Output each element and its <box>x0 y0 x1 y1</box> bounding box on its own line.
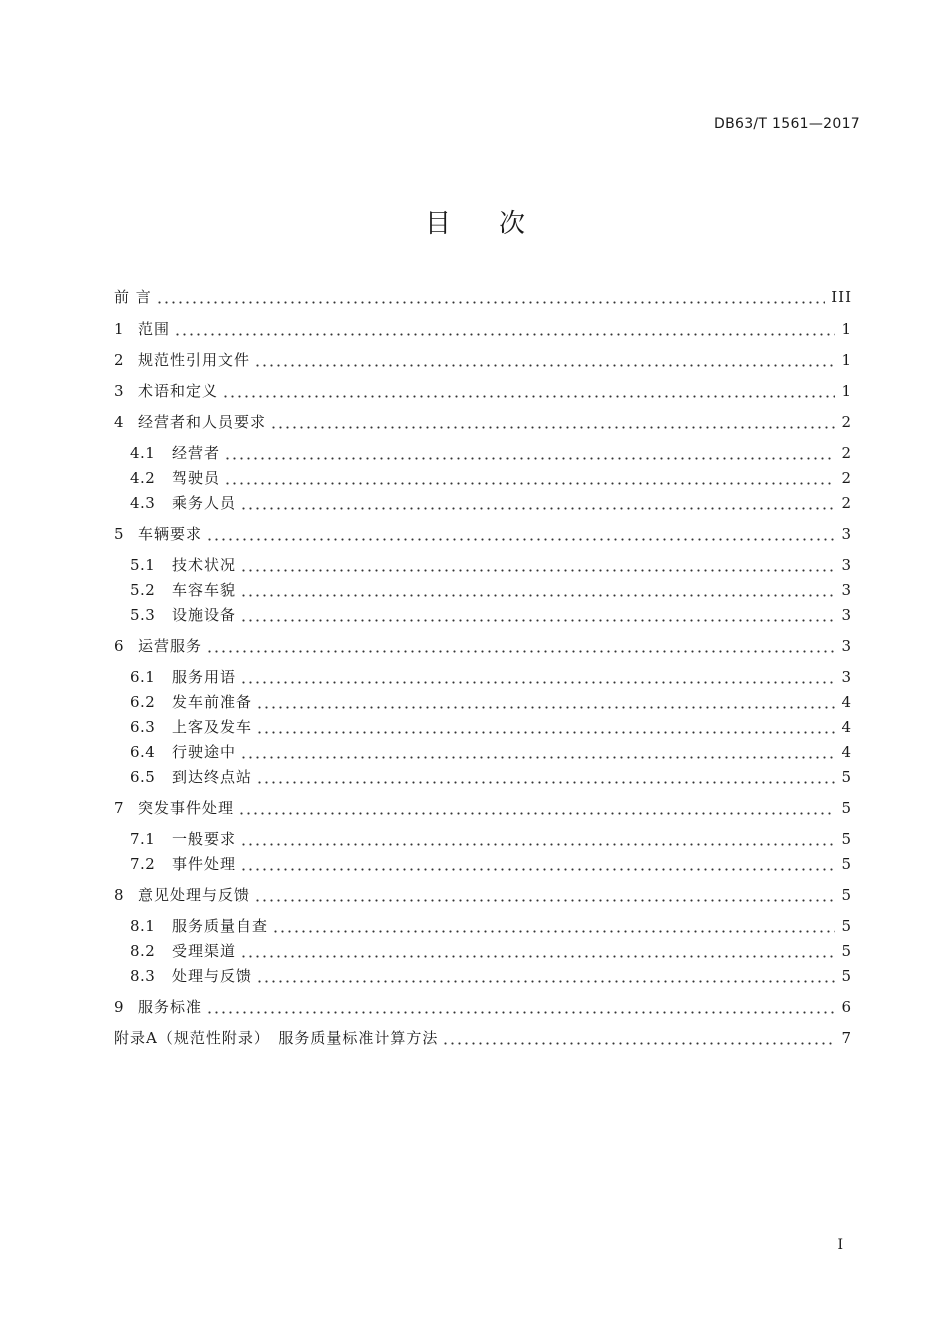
toc-entry-page: 6 <box>841 998 852 1016</box>
dot-leader <box>240 554 835 576</box>
toc-entry-page: 5 <box>841 886 852 904</box>
toc-entry[interactable] <box>130 554 852 576</box>
dot-leader <box>254 884 835 906</box>
toc-entry[interactable] <box>130 965 852 987</box>
toc-entry-page: 5 <box>841 799 852 817</box>
toc-entry[interactable] <box>130 915 852 937</box>
toc-entry-title: 意见处理与反馈 <box>138 886 251 904</box>
dot-leader <box>442 1027 835 1049</box>
toc-entry-page: 5 <box>841 917 852 935</box>
toc-entry-title: 突发事件处理 <box>138 799 235 817</box>
toc-entry[interactable] <box>130 666 852 688</box>
dot-leader <box>240 666 835 688</box>
dot-leader <box>240 853 835 875</box>
toc-entry[interactable] <box>114 349 852 371</box>
dot-leader <box>240 492 835 514</box>
toc-entry[interactable] <box>114 380 852 402</box>
toc-entry-title: 到达终点站 <box>172 768 253 786</box>
toc-entry-page: 5 <box>841 967 852 985</box>
toc-entry-title: 车辆要求 <box>138 525 203 543</box>
toc-entry-number: 5 <box>114 525 125 543</box>
dot-leader <box>240 604 835 626</box>
toc-entry[interactable] <box>114 523 852 545</box>
toc-entry-page: 5 <box>841 768 852 786</box>
dot-leader <box>272 915 835 937</box>
toc-entry-title: 发车前准备 <box>172 693 253 711</box>
toc-entry[interactable] <box>114 411 852 433</box>
toc-entry-page: 3 <box>841 637 852 655</box>
toc-entry-number: 8.3 <box>130 967 156 985</box>
toc-entry-title: 前 言 <box>114 288 152 306</box>
toc-entry-title: 行驶途中 <box>172 743 237 761</box>
dot-leader <box>270 411 835 433</box>
toc-entry-title: 技术状况 <box>172 556 237 574</box>
toc-entry-page: 1 <box>841 382 852 400</box>
dot-leader <box>256 691 835 713</box>
toc-entry-number: 7.1 <box>130 830 156 848</box>
toc-entry[interactable] <box>130 691 852 713</box>
toc-entry[interactable] <box>130 766 852 788</box>
toc-entry[interactable] <box>114 884 852 906</box>
toc-entry-title: 处理与反馈 <box>172 967 253 985</box>
toc-entry-title: 受理渠道 <box>172 942 237 960</box>
toc-entry-title: 术语和定义 <box>138 382 219 400</box>
toc-entry-number: 6.3 <box>130 718 156 736</box>
toc-entry-page: 4 <box>841 718 852 736</box>
toc-entry[interactable] <box>130 442 852 464</box>
toc-entry[interactable] <box>130 940 852 962</box>
dot-leader <box>174 318 835 340</box>
toc-entry-number: 3 <box>114 382 125 400</box>
toc-entry-page: 3 <box>841 525 852 543</box>
toc-entry[interactable] <box>114 996 852 1018</box>
toc-entry[interactable] <box>130 741 852 763</box>
toc-entry-number: 4.3 <box>130 494 156 512</box>
dot-leader <box>254 349 835 371</box>
toc-entry-page: 2 <box>841 444 852 462</box>
toc-entry-title: 一般要求 <box>172 830 237 848</box>
toc-entry-number: 8 <box>114 886 125 904</box>
toc-entry-number: 5.3 <box>130 606 156 624</box>
toc-entry-page: III <box>831 288 852 306</box>
toc-entry[interactable] <box>130 716 852 738</box>
page-title: 目次 <box>424 209 573 239</box>
toc-entry[interactable] <box>114 1027 852 1049</box>
dot-leader <box>224 467 835 489</box>
toc-entry-title: 范围 <box>138 320 171 338</box>
toc-entry-number: 7 <box>114 799 125 817</box>
toc-entry[interactable] <box>130 853 852 875</box>
dot-leader <box>206 996 835 1018</box>
toc-entry-title: 服务质量自查 <box>172 917 269 935</box>
dot-leader <box>206 635 835 657</box>
toc-entry-title: 经营者和人员要求 <box>138 413 267 431</box>
toc-entry-page: 3 <box>841 556 852 574</box>
toc-entry-number: 6.4 <box>130 743 156 761</box>
toc-entry-number: 4.1 <box>130 444 156 462</box>
toc-entry-number: 4.2 <box>130 469 156 487</box>
toc-entry-page: 4 <box>841 693 852 711</box>
document-code: DB63/T 1561—2017 <box>714 116 860 132</box>
toc-entry[interactable] <box>130 492 852 514</box>
toc-entry[interactable] <box>130 828 852 850</box>
page-number: I <box>837 1237 843 1253</box>
toc-entry-page: 2 <box>841 413 852 431</box>
toc-entry-number: 5.1 <box>130 556 156 574</box>
dot-leader <box>238 797 835 819</box>
toc-entry-page: 5 <box>841 830 852 848</box>
toc-entry-page: 5 <box>841 942 852 960</box>
dot-leader <box>240 579 835 601</box>
dot-leader <box>206 523 835 545</box>
toc-entry-title: 驾驶员 <box>172 469 221 487</box>
toc-entry[interactable] <box>130 604 852 626</box>
toc-entry-page: 2 <box>841 469 852 487</box>
toc-entry-page: 3 <box>841 668 852 686</box>
toc-entry-title: 经营者 <box>172 444 221 462</box>
toc-entry-title: 设施设备 <box>172 606 237 624</box>
toc-entry-title: 服务用语 <box>172 668 237 686</box>
toc-entry-number: 6 <box>114 637 125 655</box>
dot-leader <box>156 286 825 308</box>
toc-entry[interactable] <box>114 318 852 340</box>
dot-leader <box>240 828 835 850</box>
toc-entry[interactable] <box>114 635 852 657</box>
toc-entry-title: 服务标准 <box>138 998 203 1016</box>
toc-entry-page: 7 <box>841 1029 852 1047</box>
toc-entry-number: 8.2 <box>130 942 156 960</box>
toc-entry-title: 运营服务 <box>138 637 203 655</box>
toc-entry-number: 6.2 <box>130 693 156 711</box>
toc-entry-page: 2 <box>841 494 852 512</box>
toc-entry-number: 7.2 <box>130 855 156 873</box>
toc-entry-number: 4 <box>114 413 125 431</box>
toc-entry-number: 1 <box>114 320 125 338</box>
dot-leader <box>222 380 835 402</box>
dot-leader <box>256 766 835 788</box>
toc-entry-number: 5.2 <box>130 581 156 599</box>
dot-leader <box>256 965 835 987</box>
toc-entry[interactable] <box>130 579 852 601</box>
dot-leader <box>240 741 835 763</box>
toc-entry-title: 上客及发车 <box>172 718 253 736</box>
toc-entry-page: 3 <box>841 581 852 599</box>
toc-entry-title: 规范性引用文件 <box>138 351 251 369</box>
dot-leader <box>256 716 835 738</box>
toc-entry-number: 9 <box>114 998 125 1016</box>
toc-entry-title: 乘务人员 <box>172 494 237 512</box>
toc-entry-number: 2 <box>114 351 125 369</box>
toc-entry-number: 8.1 <box>130 917 156 935</box>
toc-entry-number: 6.5 <box>130 768 156 786</box>
toc-entry[interactable] <box>114 797 852 819</box>
dot-leader <box>240 940 835 962</box>
toc-entry-page: 4 <box>841 743 852 761</box>
toc-entry-title: 车容车貌 <box>172 581 237 599</box>
toc-entry-page: 3 <box>841 606 852 624</box>
toc-entry-number: 6.1 <box>130 668 156 686</box>
toc-entry-page: 1 <box>841 351 852 369</box>
toc-entry[interactable] <box>130 467 852 489</box>
toc-entry-title: 附录A（规范性附录） 服务质量标准计算方法 <box>114 1029 439 1047</box>
toc-entry-page: 1 <box>841 320 852 338</box>
toc-entry-page: 5 <box>841 855 852 873</box>
toc-entry[interactable] <box>114 286 852 308</box>
toc-entry-title: 事件处理 <box>172 855 237 873</box>
dot-leader <box>224 442 835 464</box>
